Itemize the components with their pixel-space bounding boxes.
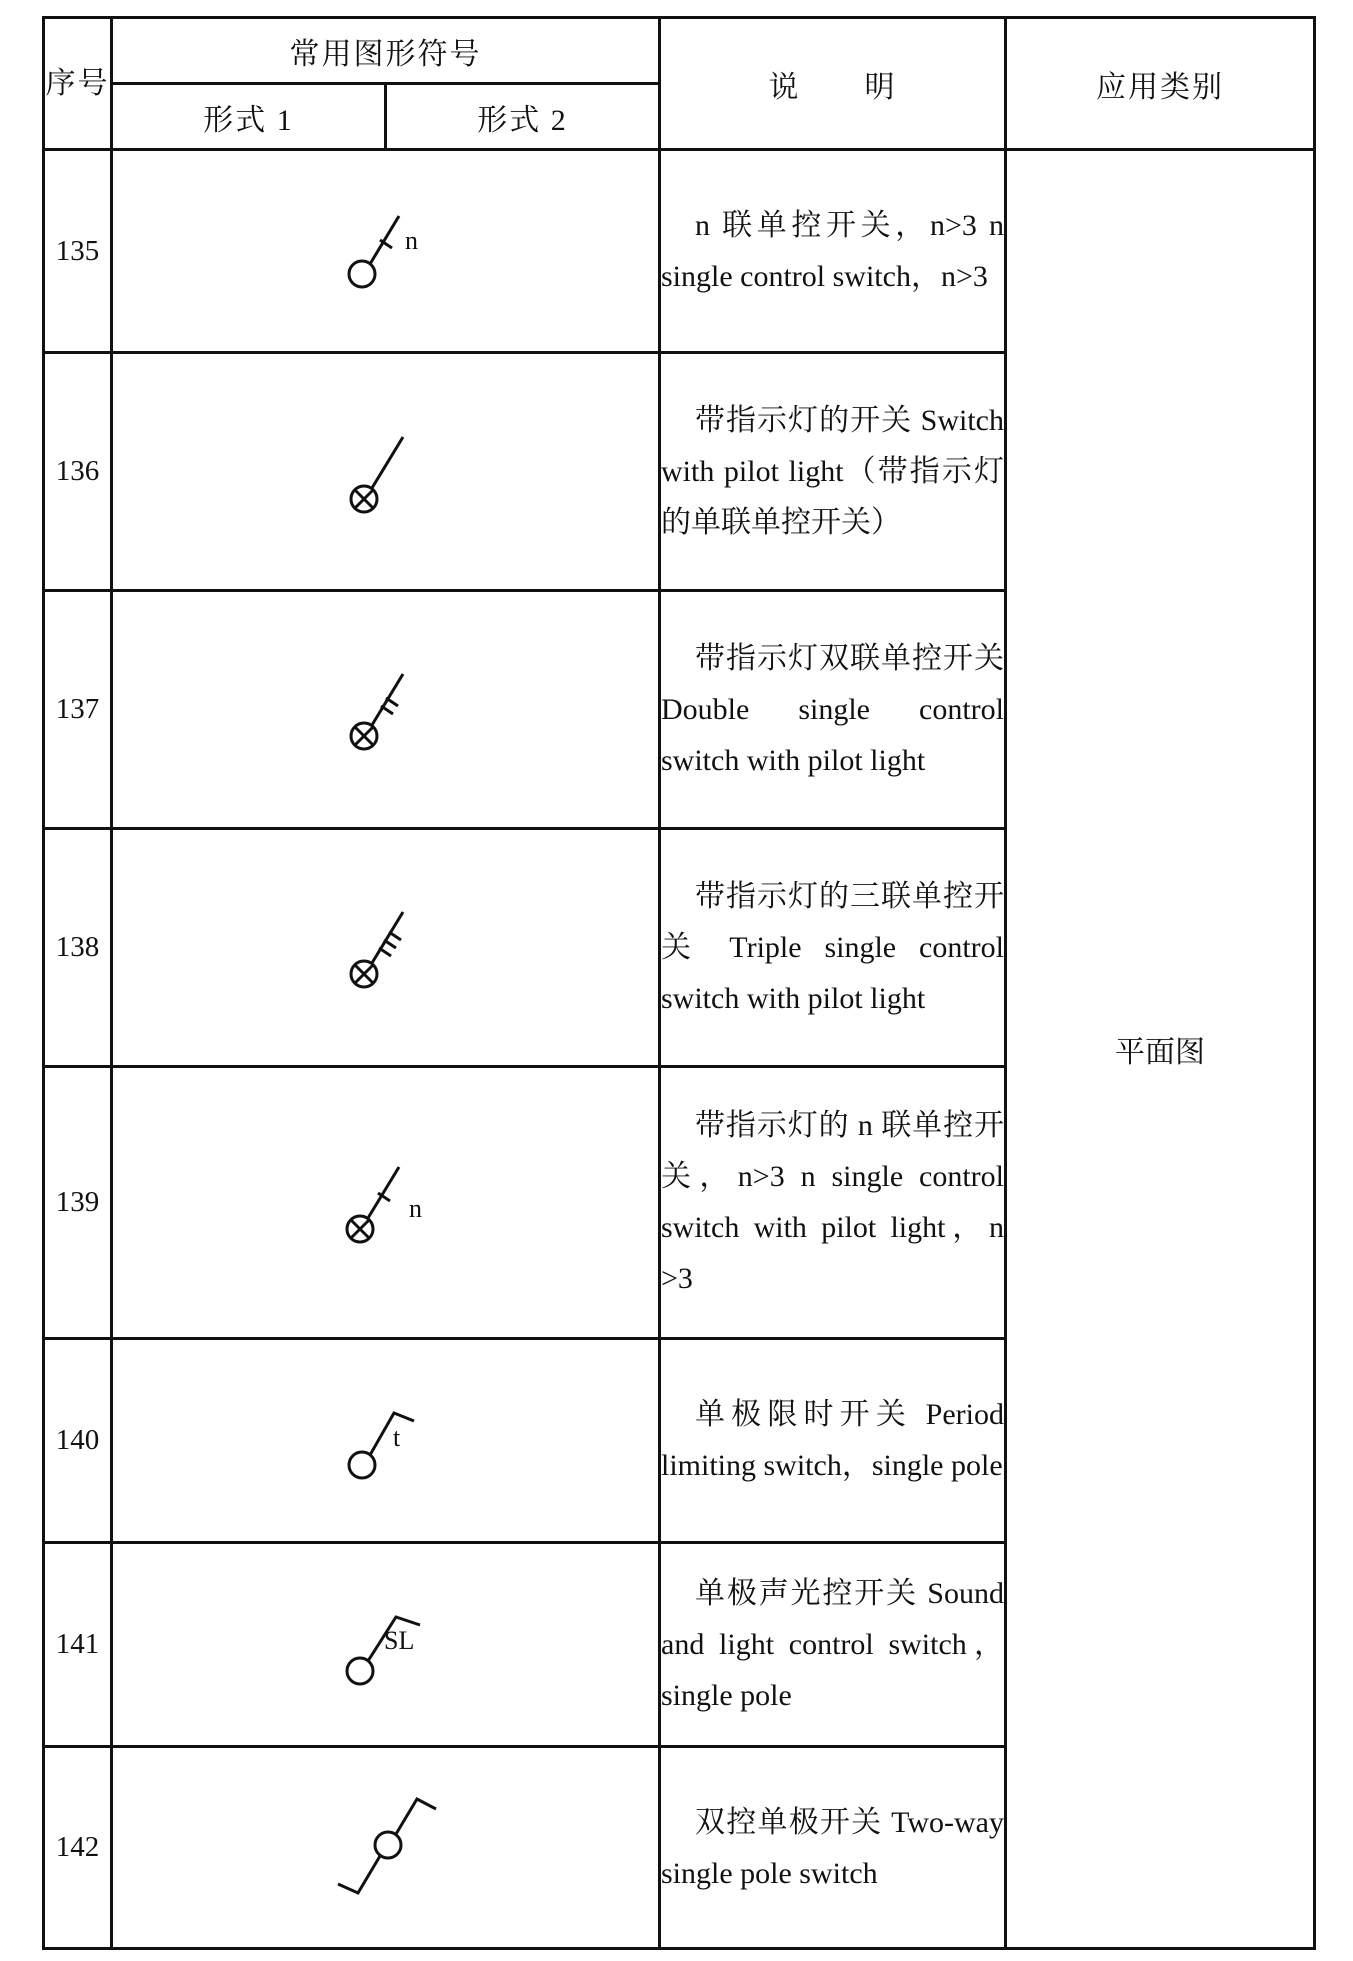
description-cell <box>660 1066 1006 1338</box>
description-cell <box>660 591 1006 829</box>
symbol-cell <box>112 353 660 591</box>
n-gang-switch-icon <box>326 196 446 306</box>
symbol-label: n <box>408 1194 422 1224</box>
header-desc: 说 明 <box>660 18 1006 150</box>
header-form2: 形式 2 <box>386 84 660 150</box>
table-row <box>44 150 1315 353</box>
symbol-label: n <box>404 226 418 256</box>
symbol-cell <box>112 1066 660 1338</box>
description-text: 带指示灯的开关 Switch with pilot light（带指示灯的单联单控开关） <box>661 404 1004 540</box>
row-number: 141 <box>44 1542 112 1747</box>
category-cell: 平面图 <box>1006 150 1315 1949</box>
description-text: 单极限时开关 Period limiting switch，single pole <box>661 1398 1004 1483</box>
row-number: 138 <box>44 828 112 1066</box>
symbol-cell <box>112 1338 660 1542</box>
header-symbols: 常用图形符号 <box>112 18 660 84</box>
description-cell <box>660 353 1006 591</box>
pilot-light-triple-switch-icon <box>326 892 446 1002</box>
period-limiting-switch-icon <box>326 1385 446 1495</box>
header-seq: 序号 <box>44 18 112 150</box>
pilot-light-switch-icon <box>326 417 446 527</box>
description-cell <box>660 1542 1006 1747</box>
description-text: 带指示灯双联单控开关 Double single control switch with pilot light <box>661 641 1004 777</box>
header-category: 应用类别 <box>1006 18 1315 150</box>
description-text: n 联单控开关，n>3 n single control switch，n>3 <box>661 209 1004 294</box>
symbol-table <box>42 16 1316 1950</box>
symbol-cell <box>112 828 660 1066</box>
symbol-cell <box>112 1747 660 1949</box>
description-text: 带指示灯的 n 联单控开关，n>3 n single control switch with pilot light，n >3 <box>661 1109 1004 1296</box>
description-text: 单极声光控开关 Sound and light control switch，single pole <box>661 1576 1004 1712</box>
row-number: 142 <box>44 1747 112 1949</box>
row-number: 139 <box>44 1066 112 1338</box>
description-text: 双控单极开关 Two-way single pole switch <box>661 1805 1004 1890</box>
description-cell <box>660 150 1006 353</box>
description-cell <box>660 1747 1006 1949</box>
header-form1: 形式 1 <box>112 84 386 150</box>
symbol-cell <box>112 1542 660 1747</box>
description-text: 带指示灯的三联单控开关 Triple single control switch with pilot light <box>661 879 1004 1015</box>
row-number: 137 <box>44 591 112 829</box>
row-number: 135 <box>44 150 112 353</box>
symbol-label: t <box>392 1423 400 1453</box>
two-way-switch-icon <box>316 1783 456 1913</box>
symbol-cell <box>112 591 660 829</box>
pilot-light-double-switch-icon <box>326 654 446 764</box>
row-number: 136 <box>44 353 112 591</box>
description-cell <box>660 1338 1006 1542</box>
description-cell <box>660 828 1006 1066</box>
pilot-light-n-gang-switch-icon <box>326 1147 446 1257</box>
symbol-cell <box>112 150 660 353</box>
sound-light-switch-icon <box>326 1589 446 1699</box>
symbol-label: SL <box>383 1626 414 1656</box>
row-number: 140 <box>44 1338 112 1542</box>
